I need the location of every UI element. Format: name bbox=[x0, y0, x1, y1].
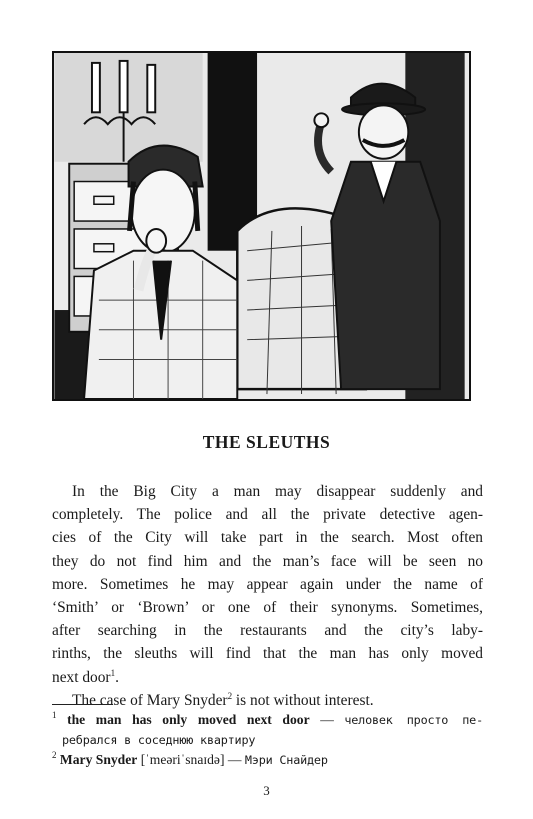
footnote-line bbox=[52, 710, 483, 730]
text-line: completely. The police and all the private detective agen- bbox=[52, 506, 483, 524]
footnote-dash: — bbox=[309, 712, 345, 727]
footnote-ref[interactable]: 2 bbox=[227, 690, 233, 701]
text-fragment: next door bbox=[52, 668, 111, 686]
paragraph-2 bbox=[52, 689, 483, 712]
footnote-line bbox=[52, 750, 483, 770]
text-line: next door$^1$. bbox=[52, 667, 119, 686]
text-line: cies of the City will take part in the search. Most often bbox=[52, 529, 483, 547]
text-line: they do not find him and the man’s face will be seen no bbox=[52, 552, 483, 570]
illustration bbox=[52, 51, 471, 401]
text-fragment: The case of Mary Snyder bbox=[72, 691, 228, 709]
page-number: 3 bbox=[263, 783, 270, 798]
paragraph-1 bbox=[52, 480, 483, 689]
footnote-line bbox=[52, 730, 483, 750]
text-fragment: is not without interest. bbox=[232, 691, 374, 709]
text-line: more. Sometimes he may appear again under the name of bbox=[52, 575, 483, 593]
body-text bbox=[52, 480, 483, 712]
footnote-mark: 1 bbox=[52, 710, 57, 720]
footnote-2 bbox=[52, 750, 483, 770]
footnote-translation: человек просто пе- bbox=[344, 713, 483, 727]
footnote-transcription: [ˈmeəriˈsnaɪdə] bbox=[137, 752, 225, 767]
footnote-term: the man has only moved next door bbox=[67, 712, 310, 727]
footnote-translation: Мэри Снайдер bbox=[244, 753, 328, 767]
text-line: after searching in the restaurants and the city’s laby- bbox=[52, 622, 483, 640]
footnote-translation: ребрался в соседнюю квартиру bbox=[62, 733, 256, 747]
footnote-dash: — bbox=[224, 752, 245, 767]
footnote-term: Mary Snyder bbox=[59, 752, 138, 767]
footnote-1 bbox=[52, 710, 483, 750]
page-title: THE SLEUTHS bbox=[202, 432, 331, 452]
illustration-drawing bbox=[54, 53, 469, 399]
text-line: ‘Smith’ or ‘Brown’ or one of their synonyms. Sometimes, bbox=[52, 599, 483, 617]
text-line bbox=[52, 689, 483, 712]
text-line: rinths, the sleuths will find that the man has only moved bbox=[52, 645, 483, 663]
footnote-mark: 2 bbox=[52, 750, 57, 760]
text-line: In the Big City a man may disappear suddenly and bbox=[72, 483, 483, 500]
footnotes bbox=[52, 710, 483, 770]
footnote-divider bbox=[52, 704, 113, 705]
footnote-ref[interactable]: 1 bbox=[110, 667, 116, 678]
